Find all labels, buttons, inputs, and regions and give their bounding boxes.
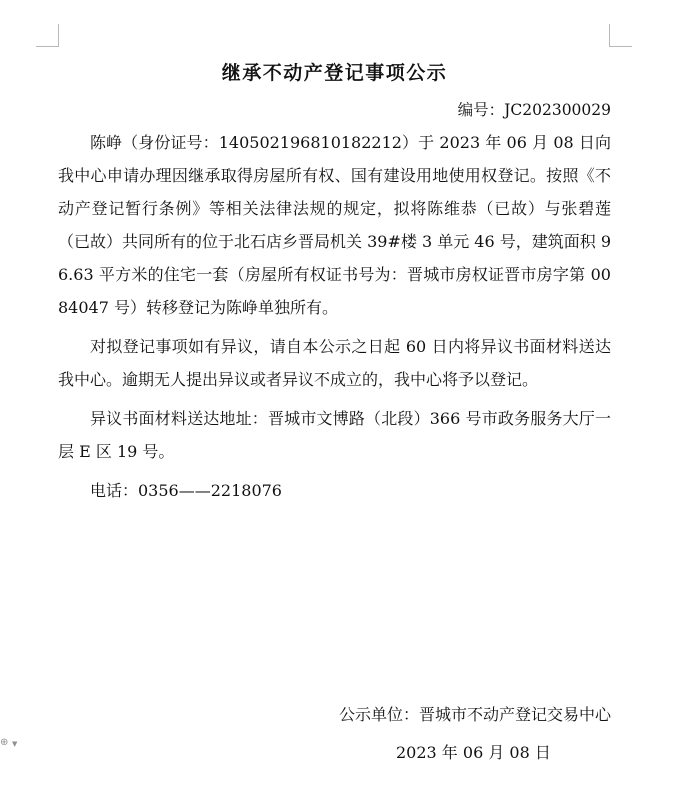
issuing-unit: 公示单位：晋城市不动产登记交易中心: [338, 705, 611, 724]
page-corner-mark-top-right: [609, 24, 632, 47]
paragraph-phone: 电话：0356——2218076: [90, 481, 282, 500]
document-title: 继承不动产登记事项公示: [221, 62, 448, 84]
document-number: 编号：JC202300029: [457, 101, 611, 119]
paragraph-address: 异议书面材料送达地址：晋城市文博路（北段）366 号市政务服务大厅一层 E 区 19 号。: [58, 409, 611, 461]
paragraph-application: 陈峥（身份证号：140502196810182212）于 2023 年 06 月 08 日向我中心申请办理因继承取得房屋所有权、国有建设用地使用权登记。按照《不动产登记暂行条例》等相关法律法规的规定，拟将陈维恭（已故）与张碧莲（已故）共同所有的位于北石店乡晋局机关 39#楼 3 单元 46 号，建筑面积 96.63 平方米的住宅一套（房屋所有权证书号为：晋城市房权证晋市房字第 0084047 号）转移登记为陈峥单独所有。: [58, 133, 612, 317]
page-corner-mark-top-left: [36, 24, 59, 47]
chevron-down-icon[interactable]: ▼: [12, 740, 18, 748]
paragraph-objection: 对拟登记事项如有异议，请自本公示之日起 60 日内将异议书面材料送达我中心。逾期无人提出异议或者异议不成立的，我中心将予以登记。: [58, 337, 611, 389]
document-body: [58, 58, 611, 507]
issue-date: 2023 年 06 月 08 日: [396, 743, 551, 762]
layout-options-icon[interactable]: ⊕: [0, 737, 9, 748]
